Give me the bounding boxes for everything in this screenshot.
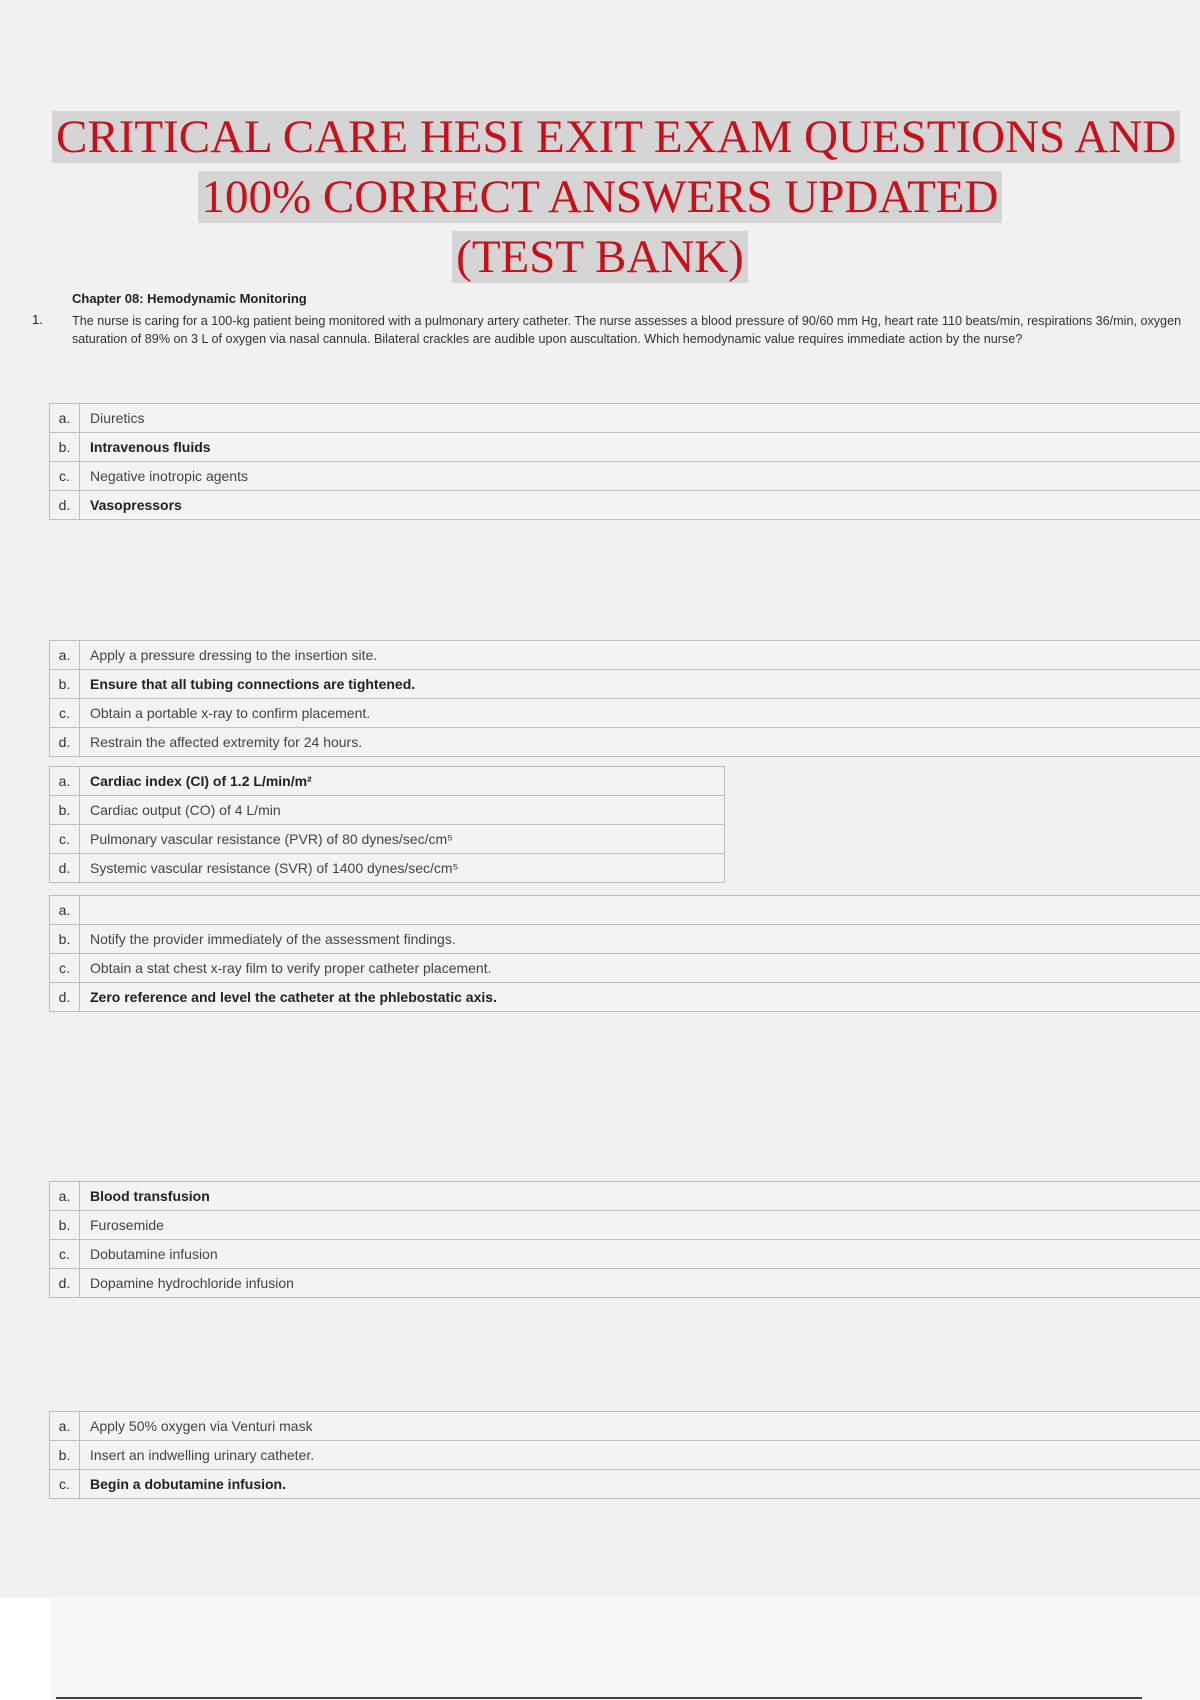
option-table-5 (49, 1181, 1200, 1298)
option-text: Pulmonary vascular resistance (PVR) of 80 dynes/sec/cm⁵ (80, 825, 725, 854)
option-text: Furosemide (80, 1211, 1200, 1240)
option-letter: a. (50, 1182, 80, 1211)
option-row[interactable] (50, 1240, 1200, 1269)
document-title-line-3 (0, 229, 1200, 285)
option-letter: b. (50, 1211, 80, 1240)
option-row[interactable] (50, 491, 1200, 520)
option-text: Apply 50% oxygen via Venturi mask (80, 1412, 1200, 1441)
option-row[interactable] (50, 1211, 1200, 1240)
option-letter: a. (50, 1412, 80, 1441)
option-text: Negative inotropic agents (80, 462, 1200, 491)
option-letter: c. (50, 462, 80, 491)
option-letter: d. (50, 728, 80, 757)
option-table-4 (49, 895, 1200, 1012)
option-row[interactable] (50, 699, 1200, 728)
option-text: Cardiac index (CI) of 1.2 L/min/m² (80, 767, 725, 796)
option-row[interactable] (50, 983, 1200, 1012)
option-letter: c. (50, 1470, 80, 1499)
option-letter: a. (50, 896, 80, 925)
option-text: Systemic vascular resistance (SVR) of 1400 dynes/sec/cm⁵ (80, 854, 725, 883)
option-row[interactable] (50, 925, 1200, 954)
option-letter: b. (50, 925, 80, 954)
option-letter: c. (50, 1240, 80, 1269)
option-letter: c. (50, 954, 80, 983)
option-letter: b. (50, 433, 80, 462)
option-row[interactable] (50, 1182, 1200, 1211)
page-bottom-panel (50, 1598, 1200, 1700)
option-table-2 (49, 640, 1200, 757)
option-row[interactable] (50, 641, 1200, 670)
option-letter: d. (50, 491, 80, 520)
option-row[interactable] (50, 1412, 1200, 1441)
option-text: Dobutamine infusion (80, 1240, 1200, 1269)
option-letter: c. (50, 825, 80, 854)
option-row[interactable] (50, 954, 1200, 983)
option-letter: b. (50, 670, 80, 699)
option-row[interactable] (50, 1470, 1200, 1499)
option-row[interactable] (50, 1441, 1200, 1470)
option-text: Obtain a portable x-ray to confirm placement. (80, 699, 1200, 728)
title-line-3-text: (TEST BANK) (452, 231, 748, 283)
option-row[interactable] (50, 854, 725, 883)
option-text: Insert an indwelling urinary catheter. (80, 1441, 1200, 1470)
option-table-6 (49, 1411, 1200, 1499)
option-row[interactable] (50, 404, 1200, 433)
footer-rule (56, 1697, 1142, 1699)
option-row[interactable] (50, 728, 1200, 757)
option-row[interactable] (50, 670, 1200, 699)
title-line-2-text: 100% CORRECT ANSWERS UPDATED (198, 171, 1003, 223)
option-letter: a. (50, 641, 80, 670)
option-row[interactable] (50, 896, 1200, 925)
option-text: Restrain the affected extremity for 24 hours. (80, 728, 1200, 757)
option-letter: c. (50, 699, 80, 728)
option-text (80, 896, 1200, 925)
option-row[interactable] (50, 767, 725, 796)
option-letter: a. (50, 767, 80, 796)
option-text: Dopamine hydrochloride infusion (80, 1269, 1200, 1298)
option-row[interactable] (50, 825, 725, 854)
option-text: Intravenous fluids (80, 433, 1200, 462)
option-row[interactable] (50, 462, 1200, 491)
option-row[interactable] (50, 796, 725, 825)
option-text: Diuretics (80, 404, 1200, 433)
title-line-1-text: CRITICAL CARE HESI EXIT EXAM QUESTIONS AND (52, 111, 1180, 163)
option-letter: b. (50, 1441, 80, 1470)
option-text: Notify the provider immediately of the assessment findings. (80, 925, 1200, 954)
option-letter: a. (50, 404, 80, 433)
document-title-line-2 (0, 169, 1200, 225)
option-text: Ensure that all tubing connections are tightened. (80, 670, 1200, 699)
option-letter: d. (50, 854, 80, 883)
option-table-1 (49, 403, 1200, 520)
option-letter: d. (50, 983, 80, 1012)
option-text: Apply a pressure dressing to the insertion site. (80, 641, 1200, 670)
chapter-heading: Chapter 08: Hemodynamic Monitoring (72, 291, 307, 306)
option-letter: d. (50, 1269, 80, 1298)
option-table-3 (49, 766, 725, 883)
option-text: Obtain a stat chest x-ray film to verify proper catheter placement. (80, 954, 1200, 983)
question-number: 1. (32, 312, 43, 327)
option-text: Begin a dobutamine infusion. (80, 1470, 1200, 1499)
option-text: Blood transfusion (80, 1182, 1200, 1211)
document-title-line-1 (52, 109, 1200, 165)
option-row[interactable] (50, 1269, 1200, 1298)
option-text: Zero reference and level the catheter at the phlebostatic axis. (80, 983, 1200, 1012)
question-text: The nurse is caring for a 100-kg patient being monitored with a pulmonary artery catheter. The nurse assesses a blood pressure of 90/60 mm Hg, heart rate 110 beats/min, respirations 36/min, oxygen saturation of 89% on 3 L of oxygen via nasal cannula. Bilateral crackles are audible upon auscultation. Which hemodynamic value requires immediate action by the nurse? (72, 314, 1182, 346)
option-text: Cardiac output (CO) of 4 L/min (80, 796, 725, 825)
option-row[interactable] (50, 433, 1200, 462)
option-text: Vasopressors (80, 491, 1200, 520)
option-letter: b. (50, 796, 80, 825)
